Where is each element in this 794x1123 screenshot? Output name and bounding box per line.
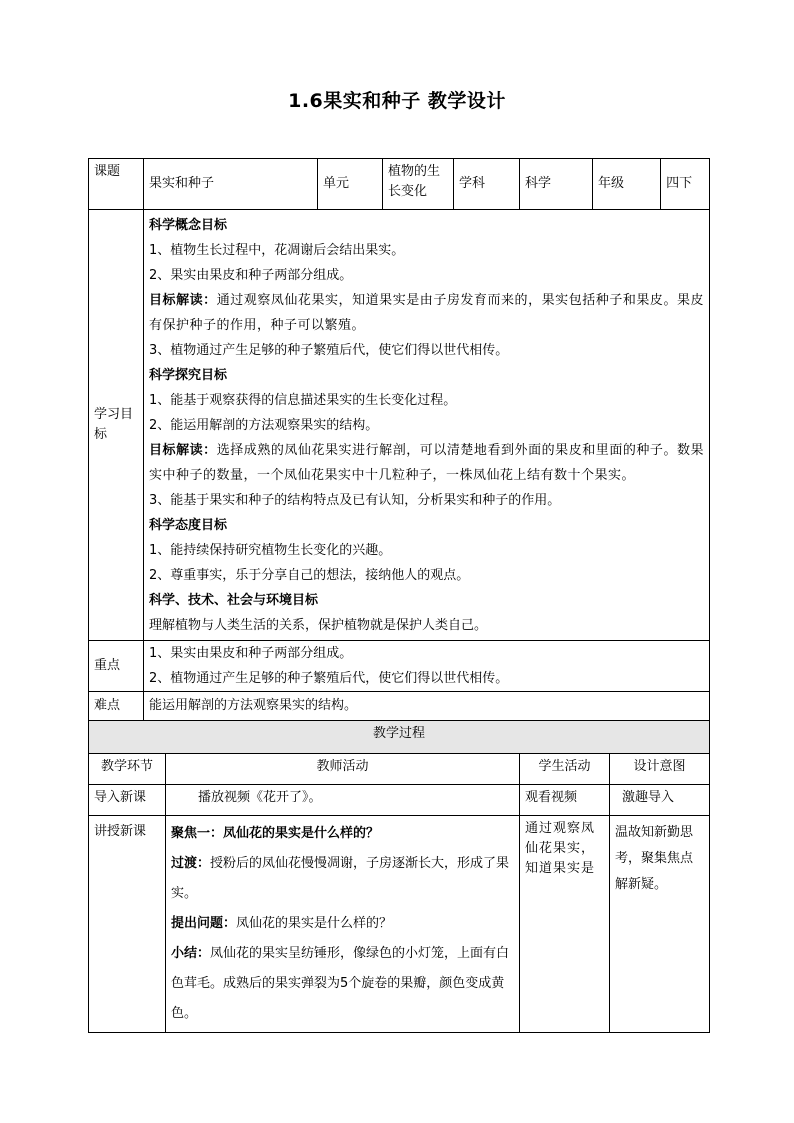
process-columns-row xyxy=(89,754,710,785)
inquiry-item-2: 2、能运用解剖的方法观察果实的结构。 xyxy=(149,418,379,433)
question-label: 提出问题： xyxy=(171,916,237,931)
subject-label: 学科 xyxy=(454,159,520,210)
col-stage: 教学环节 xyxy=(89,754,166,785)
objectives-label: 学习目标 xyxy=(89,210,144,641)
col-teacher: 教师活动 xyxy=(166,754,520,785)
concept-note-text: 通过观察凤仙花果实，知道果实是由子房发育而来的，果实包括种子和果皮。果皮有保护种子的作用，种子可以繁殖。 xyxy=(149,293,705,333)
topic-label: 课题 xyxy=(89,159,144,210)
lesson-plan-table xyxy=(88,158,710,1033)
summary-body: 凤仙花的果实呈纺锤形，像绿色的小灯笼，上面有白色茸毛。成熟后的果实弹裂为5个旋卷的果瓣，颜色变成黄色。 xyxy=(171,946,510,1021)
inquiry-heading: 科学探究目标 xyxy=(149,368,228,383)
objectives-row xyxy=(89,210,710,641)
unit-label: 单元 xyxy=(318,159,383,210)
lecture-stage: 讲授新课 xyxy=(89,816,166,1033)
intro-teacher: 播放视频《花开了》。 xyxy=(166,785,520,816)
col-student: 学生活动 xyxy=(520,754,610,785)
key-point-1: 1、果实由果皮和种子两部分组成。 xyxy=(149,646,353,661)
lecture-row xyxy=(89,816,710,1033)
question-body: 凤仙花的果实是什么样的？ xyxy=(236,916,393,931)
grade-value: 四下 xyxy=(661,159,710,210)
intro-stage: 导入新课 xyxy=(89,785,166,816)
attitude-item-2: 2、尊重事实，乐于分享自己的想法，接纳他人的观点。 xyxy=(149,568,470,583)
question-text xyxy=(171,909,514,939)
concept-heading: 科学概念目标 xyxy=(149,218,228,233)
process-heading: 教学过程 xyxy=(89,721,710,754)
key-point-2: 2、植物通过产生足够的种子繁殖后代，使它们得以世代相传。 xyxy=(149,671,509,686)
inquiry-note-label: 目标解读： xyxy=(149,443,217,458)
lecture-student: 通过观察凤仙花果实，知道果实是 xyxy=(520,816,610,1033)
intro-student: 观看视频 xyxy=(520,785,610,816)
attitude-heading: 科学态度目标 xyxy=(149,518,228,533)
subject-value: 科学 xyxy=(520,159,593,210)
summary-text xyxy=(171,939,514,1029)
inquiry-note-text: 选择成熟的凤仙花果实进行解剖，可以清楚地看到外面的果皮和里面的种子。数果实中种子的数量，一个凤仙花果实中十几粒种子，一株凤仙花上结有数十个果实。 xyxy=(149,443,705,483)
concept-note-label: 目标解读： xyxy=(149,293,217,308)
difficulty-label: 难点 xyxy=(89,692,144,721)
attitude-item-1: 1、能持续保持研究植物生长变化的兴趣。 xyxy=(149,543,392,558)
concept-item-3: 3、植物通过产生足够的种子繁殖后代，使它们得以世代相传。 xyxy=(149,343,509,358)
sts-heading: 科学、技术、社会与环境目标 xyxy=(149,593,319,608)
col-intent: 设计意图 xyxy=(610,754,710,785)
key-points-row xyxy=(89,641,710,692)
unit-value: 植物的生长变化 xyxy=(383,159,454,210)
concept-note xyxy=(149,288,704,338)
concept-item-1: 1、植物生长过程中，花凋谢后会结出果实。 xyxy=(149,243,405,258)
topic-value: 果实和种子 xyxy=(144,159,318,210)
course-info-row xyxy=(89,159,710,210)
process-header-row xyxy=(89,721,710,754)
inquiry-item-3: 3、能基于果实和种子的结构特点及已有认知，分析果实和种子的作用。 xyxy=(149,493,561,508)
transition-label: 过渡： xyxy=(171,856,211,871)
summary-label: 小结： xyxy=(171,946,211,961)
lecture-teacher xyxy=(166,816,520,1033)
inquiry-note xyxy=(149,438,704,488)
concept-item-2: 2、果实由果皮和种子两部分组成。 xyxy=(149,268,353,283)
key-points-label: 重点 xyxy=(89,641,144,692)
intro-row xyxy=(89,785,710,816)
inquiry-item-1: 1、能基于观察获得的信息描述果实的生长变化过程。 xyxy=(149,393,457,408)
transition-body: 授粉后的凤仙花慢慢凋谢，子房逐渐长大，形成了果实。 xyxy=(171,856,510,901)
sts-item-1: 理解植物与人类生活的关系，保护植物就是保护人类自己。 xyxy=(149,618,488,633)
transition-text xyxy=(171,849,514,909)
document-title: 1.6果实和种子 教学设计 xyxy=(288,90,506,112)
difficulty-value: 能运用解剖的方法观察果实的结构。 xyxy=(144,692,710,721)
lecture-intent: 温故知新勤思考，聚集焦点解新疑。 xyxy=(610,816,710,1033)
difficulty-row xyxy=(89,692,710,721)
grade-label: 年级 xyxy=(593,159,661,210)
key-points-content xyxy=(144,641,710,692)
intro-intent: 激趣导入 xyxy=(610,785,710,816)
focus-heading: 聚焦一：凤仙花的果实是什么样的？ xyxy=(171,826,380,841)
objectives-content xyxy=(144,210,710,641)
